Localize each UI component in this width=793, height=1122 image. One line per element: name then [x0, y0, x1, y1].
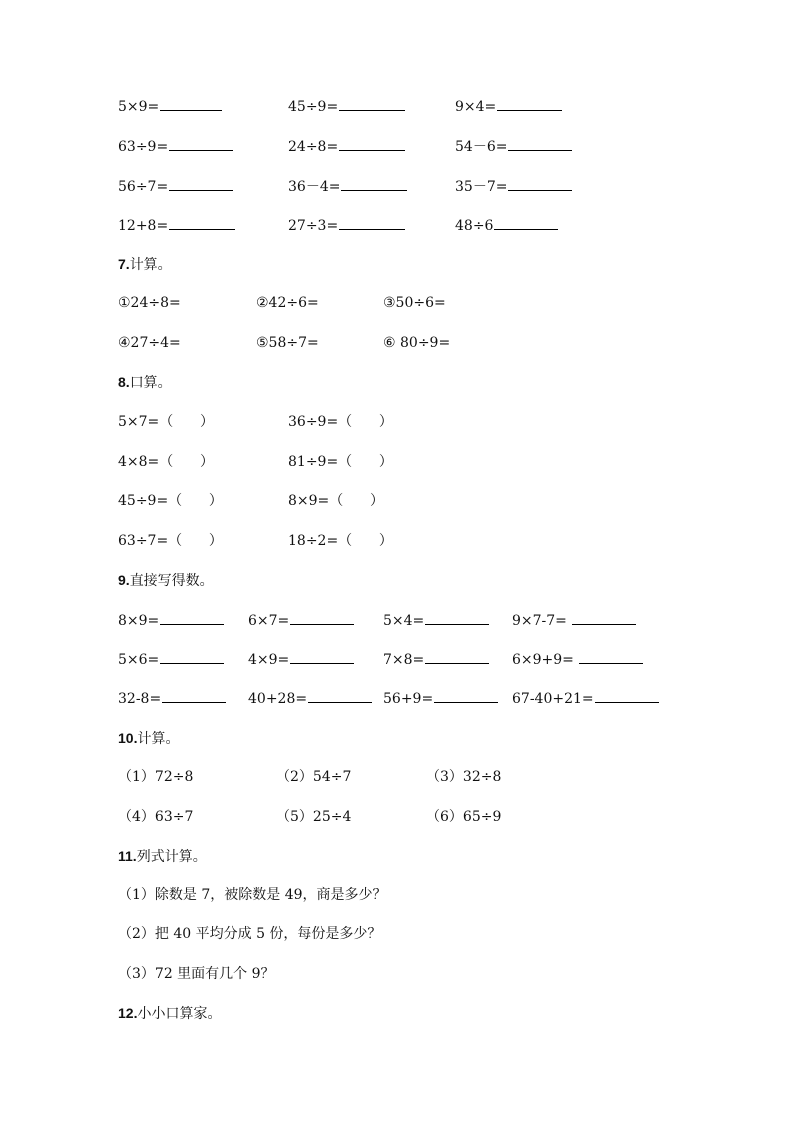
q8-row-1	[0, 410, 793, 434]
problem	[248, 686, 372, 711]
problem: 36÷9=（ ）	[288, 414, 393, 430]
question-11-heading	[118, 844, 207, 869]
problem-text: 9×7-7=	[512, 613, 572, 629]
answer-blank[interactable]	[339, 94, 405, 111]
question-title: 小小口算家。	[137, 1006, 222, 1022]
problem	[512, 686, 659, 711]
problem: ③50÷6=	[383, 295, 446, 311]
question-8-heading	[118, 370, 172, 395]
answer-blank[interactable]	[160, 94, 222, 111]
problem	[455, 174, 572, 199]
problem: （6）65÷9	[426, 809, 502, 825]
problem: 81÷9=（ ）	[288, 454, 393, 470]
problem	[118, 647, 224, 672]
problem: ④27÷4=	[118, 335, 181, 351]
answer-blank[interactable]	[290, 608, 354, 625]
problem: 4×8=（ ）	[118, 454, 214, 470]
q9-row-2	[0, 647, 793, 671]
problem-text: 48÷6	[455, 218, 494, 234]
problem	[118, 134, 233, 159]
problem-text: 5×6=	[118, 652, 160, 668]
q11-item-3	[0, 962, 793, 986]
answer-blank[interactable]	[169, 213, 235, 230]
problem-text: 12+8=	[118, 218, 169, 234]
problem-text: 45÷9=	[288, 99, 339, 115]
problem	[383, 608, 489, 633]
problem-text: 27÷3=	[288, 218, 339, 234]
problem	[383, 647, 489, 672]
question-7-heading	[118, 252, 172, 277]
problem: 5×7=（ ）	[118, 414, 214, 430]
q10-row-2	[0, 805, 793, 829]
answer-blank[interactable]	[160, 608, 224, 625]
problem: ①24÷8=	[118, 295, 181, 311]
answer-blank[interactable]	[308, 686, 372, 703]
calc-row-4	[0, 213, 793, 237]
calc-row-2	[0, 134, 793, 158]
problem	[248, 647, 354, 672]
problem	[455, 134, 572, 159]
problem	[288, 94, 405, 119]
problem-text: 6×7=	[248, 613, 290, 629]
problem-text: 4×9=	[248, 652, 290, 668]
q7-row-1	[0, 291, 793, 315]
q10-row-1	[0, 765, 793, 789]
problem	[118, 608, 224, 633]
q8-row-3	[0, 489, 793, 513]
problem-text: 9×4=	[455, 99, 497, 115]
problem-text: 8×9=	[118, 613, 160, 629]
problem-text: 63÷9=	[118, 139, 169, 155]
question-number: 9.	[118, 572, 130, 588]
word-problem: （3）72 里面有几个 9？	[118, 966, 275, 982]
q11-item-2	[0, 922, 793, 946]
word-problem: （1）除数是 7，被除数是 49，商是多少？	[118, 887, 387, 903]
problem: ⑤58÷7=	[256, 335, 319, 351]
q8-row-2	[0, 450, 793, 474]
answer-blank[interactable]	[341, 174, 407, 191]
problem	[118, 174, 233, 199]
question-12-heading	[118, 1001, 221, 1026]
problem: 63÷7=（ ）	[118, 533, 223, 549]
answer-blank[interactable]	[508, 134, 572, 151]
question-title: 列式计算。	[136, 849, 207, 865]
problem-text: 5×9=	[118, 99, 160, 115]
answer-blank[interactable]	[162, 686, 226, 703]
problem: ⑥ 80÷9=	[383, 335, 451, 351]
question-9-heading	[118, 568, 214, 593]
problem	[383, 686, 498, 711]
problem: （3）32÷8	[426, 769, 502, 785]
question-title: 直接写得数。	[129, 573, 214, 589]
problem	[248, 608, 354, 633]
problem: 45÷9=（ ）	[118, 493, 223, 509]
problem: （5）25÷4	[276, 809, 352, 825]
q11-item-1	[0, 883, 793, 907]
problem-text: 7×8=	[383, 652, 425, 668]
question-number: 7.	[118, 256, 130, 272]
problem	[455, 94, 562, 119]
answer-blank[interactable]	[497, 94, 562, 111]
question-number: 11.	[118, 848, 137, 864]
problem-text: 56÷7=	[118, 179, 169, 195]
problem: （2）54÷7	[276, 769, 352, 785]
problem	[288, 134, 405, 159]
answer-blank[interactable]	[169, 134, 233, 151]
answer-blank[interactable]	[339, 134, 405, 151]
problem: 18÷2=（ ）	[288, 533, 393, 549]
question-number: 8.	[118, 374, 130, 390]
answer-blank[interactable]	[425, 608, 489, 625]
problem	[288, 213, 405, 238]
problem-text: 36－4=	[288, 179, 341, 195]
problem: ②42÷6=	[256, 295, 319, 311]
answer-blank[interactable]	[160, 647, 224, 664]
calc-row-3	[0, 174, 793, 198]
problem-text: 67-40+21=	[512, 691, 594, 707]
q7-row-2	[0, 331, 793, 355]
question-number: 10.	[118, 730, 138, 746]
problem	[512, 608, 636, 633]
answer-blank[interactable]	[579, 647, 643, 664]
q8-row-4	[0, 529, 793, 553]
problem-text: 35－7=	[455, 179, 508, 195]
answer-blank[interactable]	[290, 647, 354, 664]
question-title: 口算。	[129, 375, 172, 391]
problem: 8×9=（ ）	[288, 493, 384, 509]
problem-text: 54－6=	[455, 139, 508, 155]
word-problem: （2）把 40 平均分成 5 份，每份是多少？	[118, 926, 382, 942]
answer-blank[interactable]	[508, 174, 572, 191]
calc-row-1	[0, 94, 793, 118]
answer-blank[interactable]	[425, 647, 489, 664]
problem	[118, 213, 235, 238]
question-title: 计算。	[137, 731, 180, 747]
problem: （1）72÷8	[118, 769, 194, 785]
problem	[512, 647, 643, 672]
problem-text: 40+28=	[248, 691, 308, 707]
problem-text: 56+9=	[383, 691, 434, 707]
problem-text: 24÷8=	[288, 139, 339, 155]
answer-blank[interactable]	[434, 686, 498, 703]
question-title: 计算。	[129, 257, 172, 273]
answer-blank[interactable]	[595, 686, 659, 703]
answer-blank[interactable]	[494, 213, 558, 230]
q9-row-3	[0, 686, 793, 710]
problem: （4）63÷7	[118, 809, 194, 825]
problem	[118, 686, 226, 711]
problem	[288, 174, 407, 199]
answer-blank[interactable]	[339, 213, 405, 230]
question-10-heading	[118, 726, 179, 751]
problem	[455, 213, 558, 238]
problem-text: 6×9+9=	[512, 652, 579, 668]
answer-blank[interactable]	[169, 174, 233, 191]
q9-row-1	[0, 608, 793, 632]
problem-text: 32-8=	[118, 691, 162, 707]
problem-text: 5×4=	[383, 613, 425, 629]
problem	[118, 94, 222, 119]
question-number: 12.	[118, 1005, 138, 1021]
answer-blank[interactable]	[572, 608, 636, 625]
